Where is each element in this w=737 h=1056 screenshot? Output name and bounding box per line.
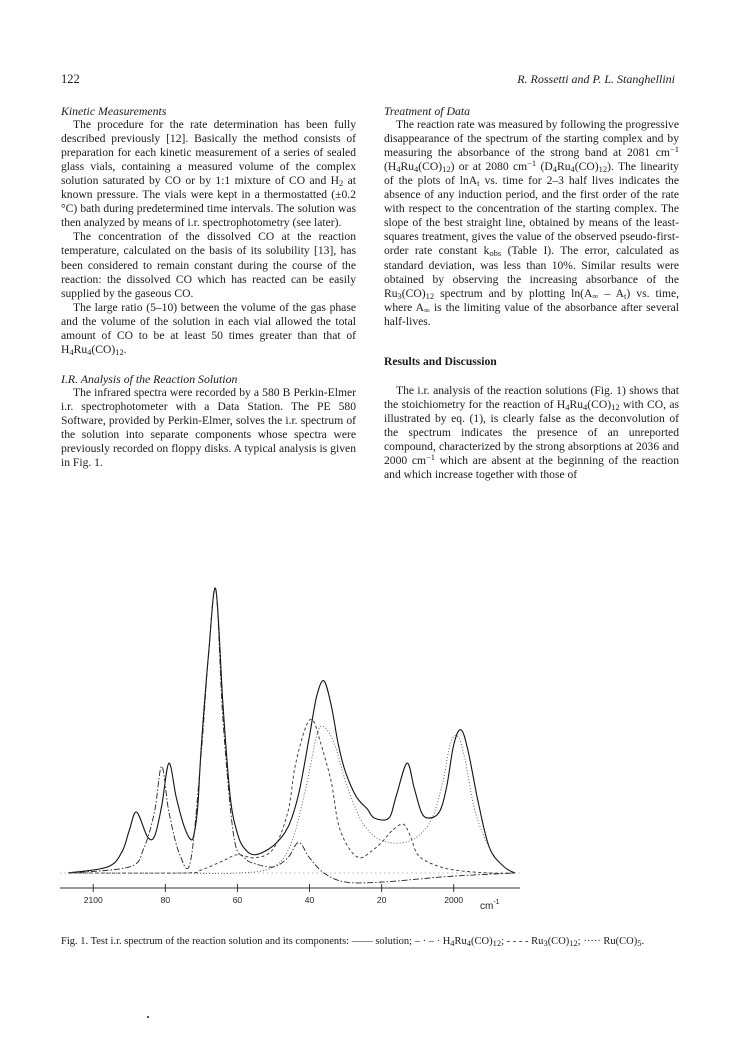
treatment-paragraph-1: The reaction rate was measured by following the progressive disappearance of the spectrum of the starting complex and by measuring the absorbance of the strong band at 2081 $cm^{-1}$ $(H_4Ru_4(CO)_{12})$ or at 2080 $cm^{-1}$ $(D_4Ru_4(CO)_{12})$. The linearity of the plots of lnA$_t$ vs. time for 2–3 half lives indicates the absence of any induction period, and the first order of the rate with respect to the concentration of the starting complex. The slope of the best straight line, obtained by means of the least-squares treatment, gives the value of the observed pseudo-first-order rate constant $k_{obs}$ (Table I). The error, calculated as standard deviation, was less than 10%. Similar results were obtained by observing the increasing absorbance of the $Ru_3(CO)_{12}$ spectrum and by plotting $\ln(A_\infty - A_t)$ vs. time, where $A_\infty$ is the limiting value of the absorbance after several half-lives. (384, 118, 680, 328)
kinetic-paragraph-1: The procedure for the rate determination has been fully described previously [12]. Basically the method consists of preparation for each kinetic measurement of a series of sealed glass vials, containing a measured volume of the complex solution saturated by CO or by 1:1 mixture of CO and $H_2$ at known pressure. The vials were kept in a thermostatted (±0.2 °C) bath during predetermined time intervals. The solution was then analyzed by means of i.r. spectrophotometry (see later). (61, 118, 357, 230)
page-number: 122 (61, 72, 80, 86)
x-tick-label: 60 (232, 895, 243, 905)
x-unit-label: $cm^{-1}$ (480, 899, 500, 912)
section-title-treatment: Treatment of Data (384, 104, 471, 118)
section-title-results: Results and Discussion (384, 354, 497, 368)
kinetic-paragraph-2: The concentration of the dissolved CO at the reaction temperature, calculated on the basis of its solubility [13], has been considered to remain constant during the course of the reaction: the dissolved CO which has reacted can be easily supplied by the gaseous CO. (61, 230, 356, 300)
x-tick-label: 20 (376, 895, 387, 905)
figure-caption: Fig. 1. Test i.r. spectrum of the reaction solution and its components: —— solution; – · – · $H_4Ru_4(CO)_{12}$; - - - - $Ru_3(CO)_{12}$; ····· $Ru(CO)_5$. (61, 936, 645, 948)
right-column (384, 104, 679, 482)
left-column (61, 104, 356, 470)
ir-paragraph-1: The infrared spectra were recorded by a 580 B Perkin-Elmer i.r. spectrophotometer with a Data Station. The PE 580 Software, provided by Perkin-Elmer, solves the i.r. spectrum of the solution into separate components whose spectra were previously recorded on floppy disks. A typical analysis is given in Fig. 1. (61, 385, 356, 470)
kinetic-paragraph-3: The large ratio (5–10) between the volume of the gas phase and the volume of the solution in each vial allowed the total amount of CO to be at least 50 times greater than that of $H_4Ru_4(CO)_{12}$. (61, 300, 356, 357)
ir-spectrum-chart (60, 560, 530, 930)
page-speck (147, 1016, 149, 1018)
results-paragraph-1: The i.r. analysis of the reaction solutions (Fig. 1) shows that the stoichiometry for the reaction of $H_4Ru_4(CO)_{12}$ with CO, as illustrated by eq. (1), is clearly false as the deconvolution of the spectrum indicates the presence of an unreported compound, characterized by the strong absorptions at 2036 and 2000 $cm^{-1}$ which are absent at the beginning of the reaction and which increase together with those of (384, 383, 680, 482)
running-head: R. Rossetti and P. L. Stanghellini (517, 72, 675, 86)
x-tick-label: 40 (304, 895, 315, 905)
series-line-solid (68, 588, 515, 873)
series-line-dotted (68, 726, 515, 873)
tick-group (84, 884, 464, 905)
series-group (68, 588, 515, 883)
series-line-dashed (68, 719, 515, 873)
x-tick-label: 2000 (444, 895, 464, 905)
section-title-ir-analysis: I.R. Analysis of the Reaction Solution (61, 371, 238, 386)
series-line-dash-dot (68, 588, 515, 883)
section-title-kinetic: Kinetic Measurements (61, 104, 167, 118)
x-tick-label: 80 (160, 895, 171, 905)
x-tick-label: 2100 (83, 895, 103, 905)
